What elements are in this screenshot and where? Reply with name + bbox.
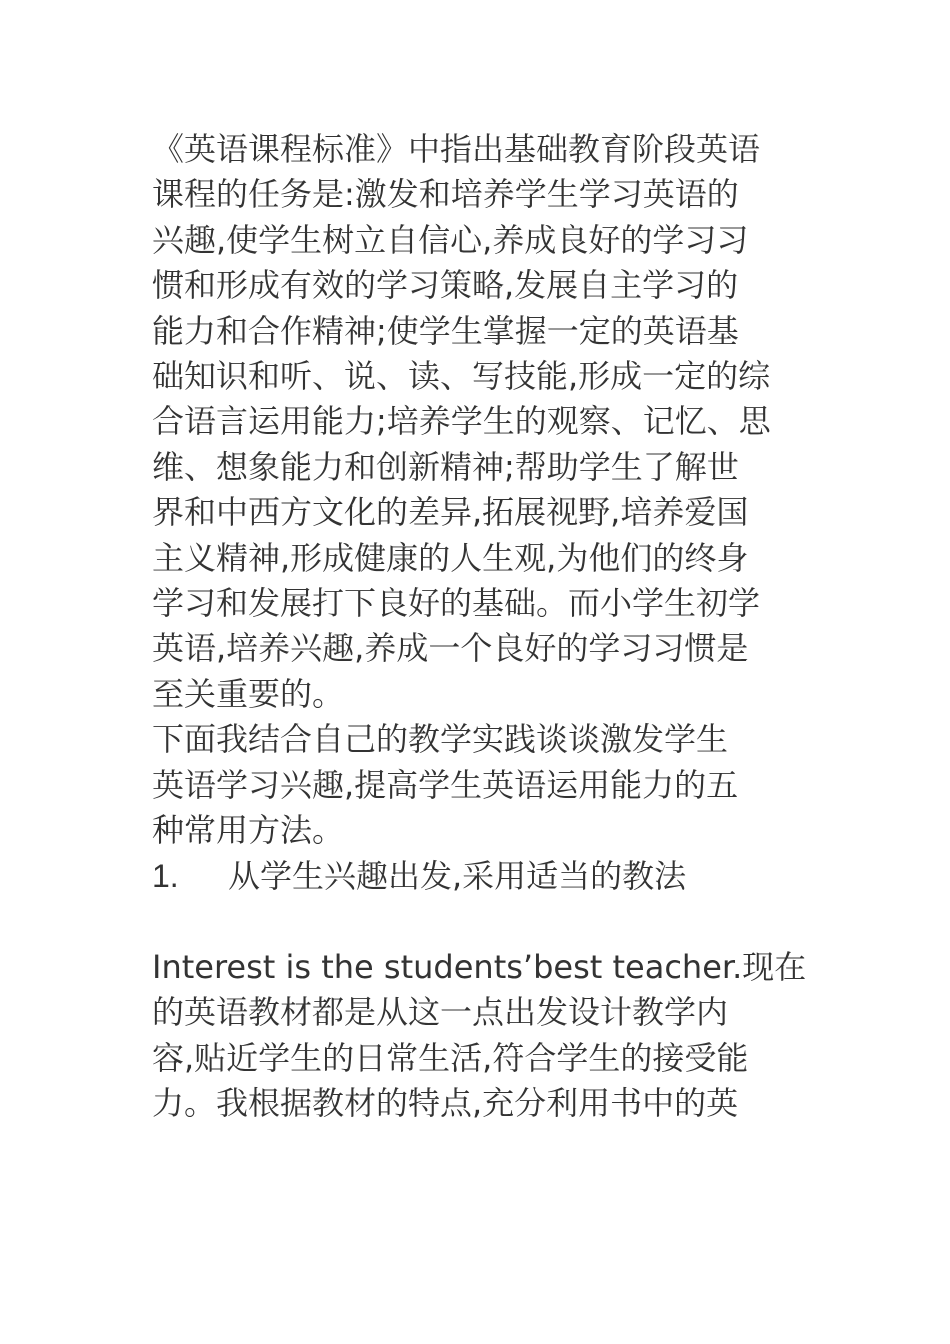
section-title: 从学生兴趣出发,采用适当的教法 bbox=[228, 856, 687, 895]
section-heading-1 bbox=[152, 854, 812, 899]
document-body bbox=[152, 127, 812, 1127]
paragraph-intro-methods: 下面我结合自己的教学实践谈谈激发学生 英语学习兴趣,提高学生英语运用能力的五 种常用方法。 bbox=[152, 720, 739, 850]
paragraph-curriculum-standard: 《英语课程标准》中指出基础教育阶段英语 课程的任务是:激发和培养学生学习英语的 兴趣,使学生树立自信心,养成良好的学习习 惯和形成有效的学习策略,发展自主学习的 能力和合作精神;使学生掌握一定的英语基 础知识和听、说、读、写技能,形成一定的综 合语言运用能力;培养学生的观察、记忆、思 维、想象能力和创新精神;帮助学生了解世 界和中西方文化的差异,拓展视野,培养爱国 主义精神,形成健康的人生观,为他们的终身 学习和发展打下良好的基础。而小学生初学 英语,培养兴趣,养成一个良好的学习习惯是 至关重要的。 bbox=[152, 130, 771, 713]
paragraph-interest-teacher: Interest is the students’best teacher.现在 的英语教材都是从这一点出发设计教学内 容,贴近学生的日常生活,符合学生的接受能 力。我根据教材的特点,充分利用书中的英 bbox=[152, 947, 807, 1123]
section-number: 1. bbox=[152, 857, 179, 894]
blank-line bbox=[152, 899, 812, 945]
